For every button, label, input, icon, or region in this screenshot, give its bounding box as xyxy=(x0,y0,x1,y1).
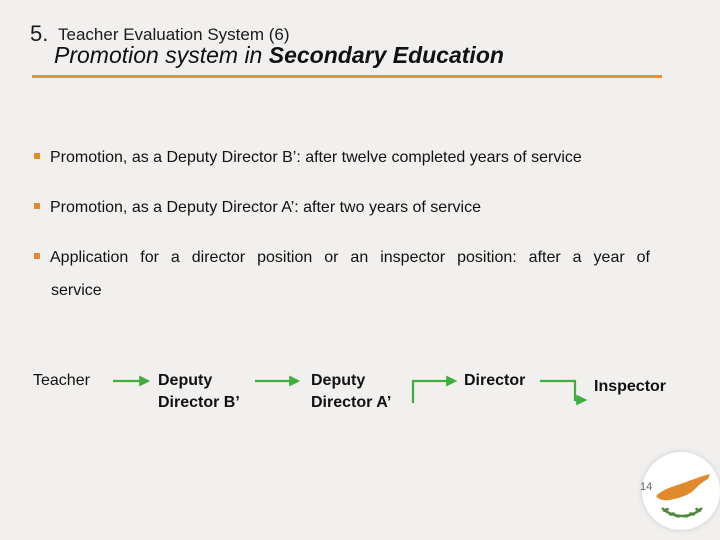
page-number: 14 xyxy=(640,481,653,493)
bullet-text: Application for a director position or an inspector position: after a year of xyxy=(50,249,650,266)
bullet-text-continuation: service xyxy=(51,282,102,299)
bullet-text: Promotion, as a Deputy Director B’: after twelve completed years of service xyxy=(50,149,582,166)
node-line-1: Deputy xyxy=(311,372,366,389)
slide-title: Teacher Evaluation System (6) xyxy=(58,25,290,44)
flow-node-teacher: Teacher xyxy=(33,372,90,389)
subtitle-bold: Secondary Education xyxy=(268,42,504,68)
flow-node-deputy-director-a xyxy=(311,370,391,414)
title-number: 5. xyxy=(30,21,49,46)
arrow-deputy-a-to-director xyxy=(413,381,455,403)
node-line-2: Director A’ xyxy=(311,394,392,411)
subtitle-prefix: Promotion system in xyxy=(54,42,269,68)
flow-node-inspector: Inspector xyxy=(594,378,667,395)
bullet-text: Promotion, as a Deputy Director A’: after two years of service xyxy=(50,199,481,216)
node-line-2: Director B’ xyxy=(158,394,240,411)
flow-node-deputy-director-b xyxy=(158,370,240,414)
node-line-1: Deputy xyxy=(158,372,213,389)
flow-node-director: Director xyxy=(464,372,526,389)
cyprus-emblem-icon xyxy=(642,452,720,530)
arrow-director-to-inspector xyxy=(540,381,585,400)
